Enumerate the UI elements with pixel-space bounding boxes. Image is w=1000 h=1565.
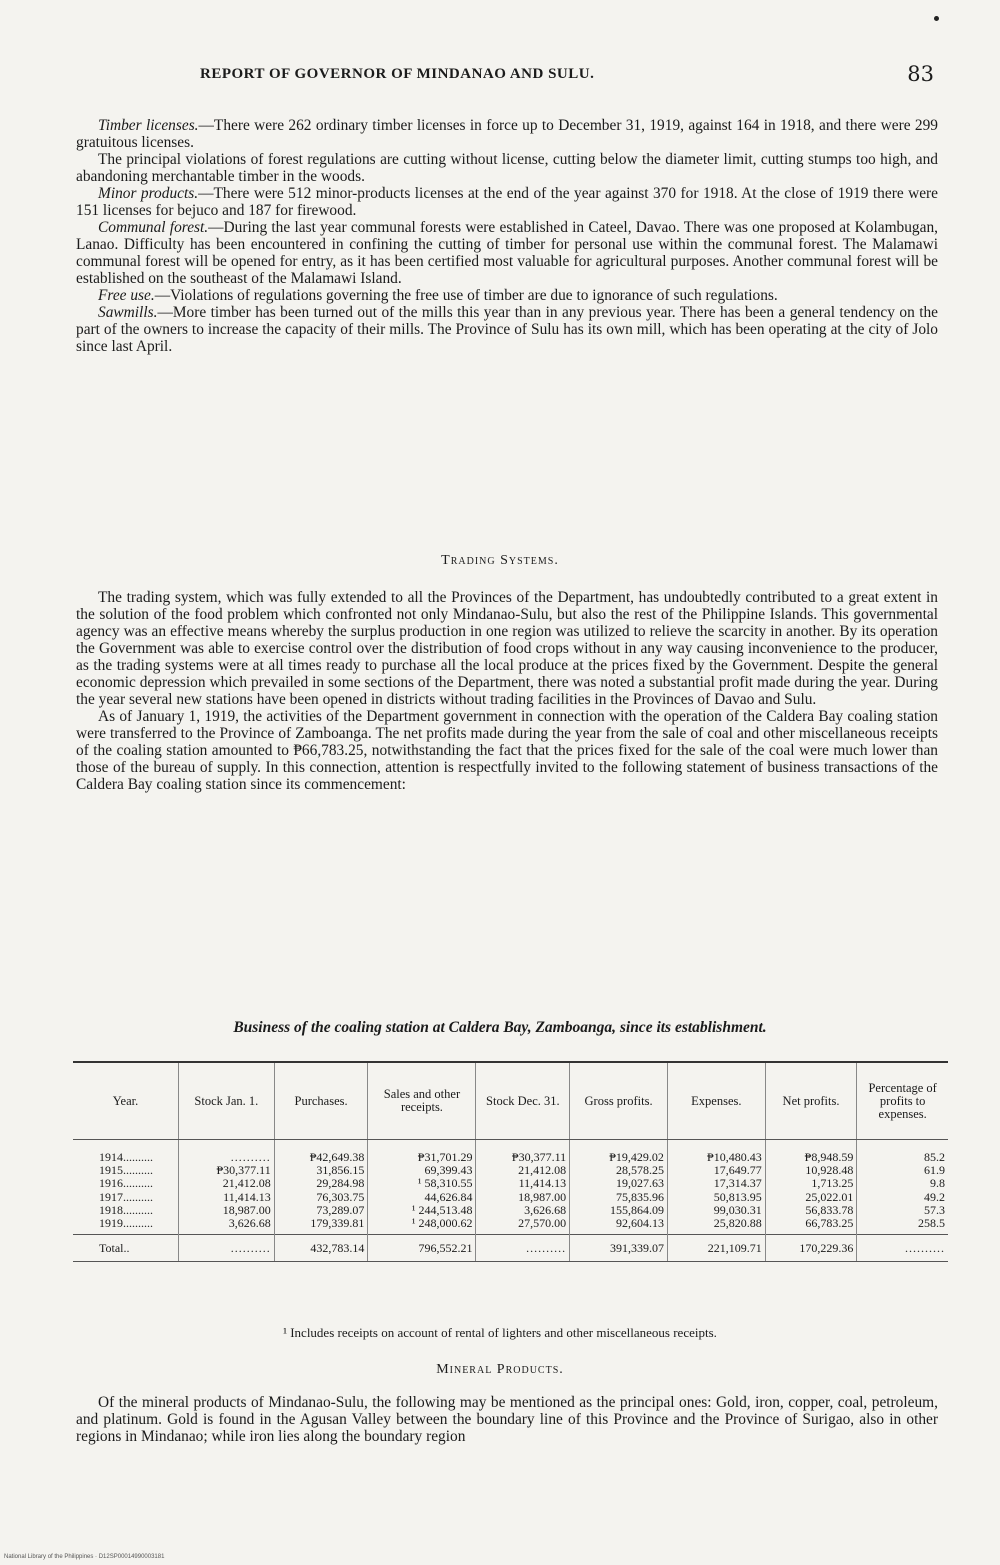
table-row bbox=[73, 1217, 948, 1230]
table-cell: 179,339.81 bbox=[274, 1217, 368, 1230]
table-cell: 29,284.98 bbox=[274, 1177, 368, 1190]
paragraph-mineral: Of the mineral products of Mindanao-Sulu, the following may be mentioned as the principal ones: Gold, iron, copper, coal, petroleum, and platinum. Gold is found in the Agusan Valley between the boundary line of this Province and the Province of Surigao, also in other regions in Mindanao; while iron lies along the boundary region bbox=[76, 1394, 938, 1445]
col-net-profits: Net profits. bbox=[765, 1062, 857, 1140]
table-caption: Business of the coaling station at Caldera Bay, Zamboanga, since its establishment. bbox=[233, 1019, 767, 1036]
table-cell: 50,813.95 bbox=[667, 1191, 765, 1204]
table-cell: ¹ 58,310.55 bbox=[368, 1177, 476, 1190]
table-cell: 21,412.08 bbox=[476, 1164, 570, 1177]
table-cell: 10,928.48 bbox=[765, 1164, 857, 1177]
table-cell: 17,649.77 bbox=[667, 1164, 765, 1177]
col-stock-jan: Stock Jan. 1. bbox=[179, 1062, 275, 1140]
table-cell: 17,314.37 bbox=[667, 1177, 765, 1190]
table-cell: 49.2 bbox=[857, 1191, 948, 1204]
paragraph-caldera-bay: As of January 1, 1919, the activities of the Department government in connection with the operation of the Caldera Bay coaling station were transferred to the Province of Zamboanga. The net profits made during the year from the sale of coal and other miscellaneous receipts of the coaling station amounted to ₱66,783.25, notwithstanding the fact that the prices fixed for the sale of the coal were much lower than those of the bureau of supply. In this connection, attention is respectfully invited to the following statement of business transactions of the Caldera Bay coaling station since its commencement: bbox=[76, 708, 938, 793]
mineral-section bbox=[76, 1394, 938, 1445]
page-number: 83 bbox=[907, 62, 934, 86]
table-cell: 56,833.78 bbox=[765, 1204, 857, 1217]
table-cell-year: 1917.......... bbox=[99, 1189, 153, 1204]
table-cell: 31,856.15 bbox=[274, 1164, 368, 1177]
col-percentage: Percentage of profits to expenses. bbox=[857, 1062, 948, 1140]
table-cell: ¹ 248,000.62 bbox=[368, 1217, 476, 1230]
table-cell: 61.9 bbox=[857, 1164, 948, 1177]
paragraph-communal-forest: Communal forest.—During the last year communal forests were established in Cateel, Davao. There was one proposed at Kolambugan, Lanao. Difficulty has been encountered in confining the cutting of timber for personal use within the communal forest. The Malamawi communal forest will be opened for entry, as it has been certified most valuable for agricultural purposes. Another communal forest will be established on the southeast of the Malamawi Island. bbox=[76, 219, 938, 287]
running-head: REPORT OF GOVERNOR OF MINDANAO AND SULU. bbox=[200, 66, 595, 82]
table-row bbox=[73, 1177, 948, 1190]
table-cell: ₱30,377.11 bbox=[179, 1164, 275, 1177]
table-cell: 57.3 bbox=[857, 1204, 948, 1217]
table-cell: 11,414.13 bbox=[179, 1191, 275, 1204]
table-row bbox=[73, 1140, 948, 1165]
table-cell: 76,303.75 bbox=[274, 1191, 368, 1204]
table-cell: 99,030.31 bbox=[667, 1204, 765, 1217]
table-cell: 3,626.68 bbox=[476, 1204, 570, 1217]
col-year: Year. bbox=[73, 1062, 179, 1140]
table-cell: 27,570.00 bbox=[476, 1217, 570, 1230]
table-cell: ₱31,701.29 bbox=[368, 1140, 476, 1165]
table-total-row bbox=[73, 1235, 948, 1262]
paragraph-sawmills: Sawmills.—More timber has been turned out of the mills this year than in any previous year. There has been a general tendency on the part of the owners to increase the capacity of their mills. The Province of Sulu has its own mill, which has been operating at the city of Jolo since last April. bbox=[76, 304, 938, 355]
table-cell-year: 1919.......... bbox=[99, 1216, 153, 1231]
forestry-section bbox=[76, 117, 938, 355]
table-cell-year: 1914.......... bbox=[99, 1150, 153, 1164]
table-cell: 19,027.63 bbox=[570, 1177, 668, 1190]
table-cell: .......... bbox=[179, 1140, 275, 1165]
table-cell: 92,604.13 bbox=[570, 1217, 668, 1230]
col-purchases: Purchases. bbox=[274, 1062, 368, 1140]
table-cell: ¹ 244,513.48 bbox=[368, 1204, 476, 1217]
table-footnote: ¹ Includes receipts on account of rental of lighters and other miscellaneous receipts. bbox=[283, 1325, 717, 1340]
table-cell: 18,987.00 bbox=[476, 1191, 570, 1204]
table-body bbox=[73, 1140, 948, 1262]
table-cell: 11,414.13 bbox=[476, 1177, 570, 1190]
table-cell: 44,626.84 bbox=[368, 1191, 476, 1204]
table-cell: 73,289.07 bbox=[274, 1204, 368, 1217]
table-row bbox=[73, 1191, 948, 1204]
col-expenses: Expenses. bbox=[667, 1062, 765, 1140]
trading-section bbox=[76, 589, 938, 793]
table-cell: ₱10,480.43 bbox=[667, 1140, 765, 1165]
table-cell: 85.2 bbox=[857, 1140, 948, 1165]
section-title-mineral: Mineral Products. bbox=[436, 1362, 564, 1377]
table-cell-year: 1916.......... bbox=[99, 1176, 153, 1191]
table-header-row bbox=[73, 1062, 948, 1140]
table-cell: 9.8 bbox=[857, 1177, 948, 1190]
print-speck bbox=[934, 16, 939, 21]
table-cell: ₱8,948.59 bbox=[765, 1140, 857, 1165]
section-title-trading: Trading Systems. bbox=[441, 553, 559, 568]
table-total-cell: 796,552.21 bbox=[368, 1235, 476, 1262]
table-total-cell: 391,339.07 bbox=[570, 1235, 668, 1262]
table-total-cell: 170,229.36 bbox=[765, 1235, 857, 1262]
table-cell: ₱42,649.38 bbox=[274, 1140, 368, 1165]
table-cell: 21,412.08 bbox=[179, 1177, 275, 1190]
table-cell: ₱19,429.02 bbox=[570, 1140, 668, 1165]
table-cell: 25,022.01 bbox=[765, 1191, 857, 1204]
table-cell-year: 1918.......... bbox=[99, 1202, 153, 1217]
table-cell: ₱30,377.11 bbox=[476, 1140, 570, 1165]
table-total-cell: 221,109.71 bbox=[667, 1235, 765, 1262]
paragraph-free-use: Free use.—Violations of regulations governing the free use of timber are due to ignorance of such regulations. bbox=[98, 287, 778, 304]
table-total-cell: 432,783.14 bbox=[274, 1235, 368, 1262]
table-total-cell: .......... bbox=[857, 1235, 948, 1262]
table-cell: 1,713.25 bbox=[765, 1177, 857, 1190]
col-sales: Sales and other receipts. bbox=[368, 1062, 476, 1140]
table-cell: 28,578.25 bbox=[570, 1164, 668, 1177]
table-cell-year: 1915.......... bbox=[99, 1163, 153, 1178]
paragraph-timber-licenses: Timber licenses.—There were 262 ordinary timber licenses in force up to December 31, 1919, against 164 in 1918, and there were 299 gratuitous licenses. bbox=[76, 117, 938, 151]
table-total-cell: .......... bbox=[179, 1235, 275, 1262]
table-cell: 69,399.43 bbox=[368, 1164, 476, 1177]
col-stock-dec: Stock Dec. 31. bbox=[476, 1062, 570, 1140]
archive-imprint: National Library of the Philippines · D12SP00014990003181 bbox=[4, 1554, 165, 1560]
table-cell: 3,626.68 bbox=[179, 1217, 275, 1230]
table-cell: 155,864.09 bbox=[570, 1204, 668, 1217]
table-cell: 258.5 bbox=[857, 1217, 948, 1230]
table-cell: 66,783.25 bbox=[765, 1217, 857, 1230]
table-cell: 75,835.96 bbox=[570, 1191, 668, 1204]
paragraph-violations: The principal violations of forest regulations are cutting without license, cutting below the diameter limit, cutting stumps too high, and abandoning merchantable timber in the woods. bbox=[76, 151, 938, 185]
table-cell: 25,820.88 bbox=[667, 1217, 765, 1230]
coaling-station-table bbox=[73, 1061, 948, 1262]
page-header bbox=[80, 62, 940, 92]
col-gross-profits: Gross profits. bbox=[570, 1062, 668, 1140]
table-cell: 18,987.00 bbox=[179, 1204, 275, 1217]
paragraph-trading-system: The trading system, which was fully extended to all the Provinces of the Department, has undoubtedly contributed to a great extent in the solution of the food problem which confronted not only Mindanao-Sulu, but also the rest of the Philippine Islands. This governmental agency was an effective means whereby the surplus production in one region was utilized to relieve the scarcity in another. By its operation the Government was able to exercise control over the distribution of food crops without in any way causing inconvenience to the producer, as the trading systems were at all times ready to purchase all the local produce at the prices fixed by the Government. Despite the general economic depression which prevailed in some sections of the Department, there was noted a substantial profit made during the year. During the year several new stations have been opened in districts without trading facilities in the Provinces of Davao and Sulu. bbox=[76, 589, 938, 708]
table-total-label: Total.. bbox=[73, 1235, 179, 1262]
paragraph-minor-products: Minor products.—There were 512 minor-products licenses at the end of the year against 370 for 1918. At the close of 1919 there were 151 licenses for bejuco and 187 for firewood. bbox=[76, 185, 939, 219]
table-total-cell: .......... bbox=[476, 1235, 570, 1262]
